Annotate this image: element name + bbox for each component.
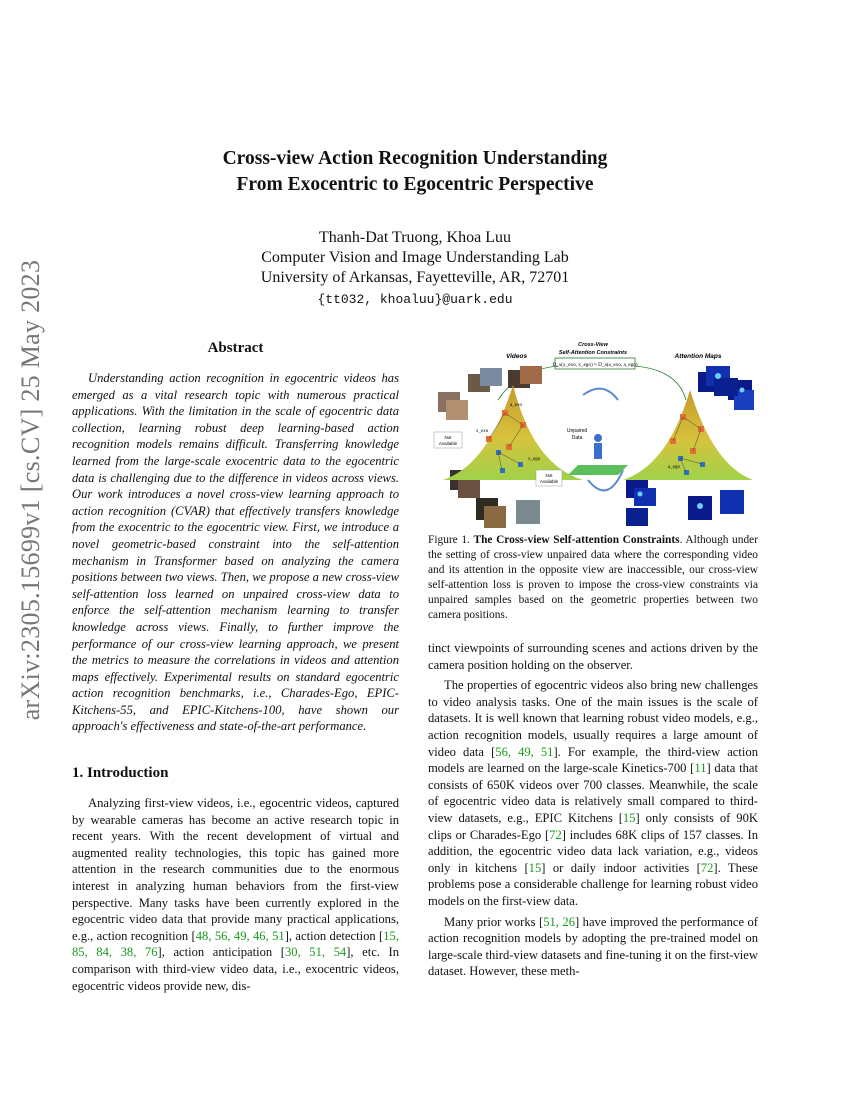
citation[interactable]: 56, 49, 51	[495, 744, 554, 759]
citation[interactable]: 51, 26	[543, 914, 575, 929]
citation[interactable]: 30, 51, 54	[285, 945, 347, 960]
col2-paragraph-1: tinct viewpoints of surrounding scenes and actions driven by the camera position holding on the observer.	[428, 641, 758, 672]
citation[interactable]: 72	[700, 860, 714, 875]
video-thumbnails-top	[438, 366, 542, 420]
citation[interactable]: 15	[528, 860, 542, 875]
figure-1-diagram	[428, 340, 758, 535]
formula: D_x(x_exo, x_ego) ≈ D_a(a_exo, a_ego)	[552, 362, 638, 368]
col2-paragraph-2: The properties of egocentric videos also bring new challenges to video analysis tasks. One of the main issues is the scale of datasets. It is well known that learning robust video models, e.g., action recognition models, usually requires a large amount of video data [56, 49, 51]. For example, the third-view action models are learned on the large-scale Kinetics-700 [11] data that consists of 650K videos over 700 classes. Meanwhile, the scale of egocentric video data is relatively small compared to third-view datasets, e.g., EPIC Kitchens [15] only consists of 90K clips or Charades-Ego [72] includes 68K clips of 157 classes. In addition, the egocentric video data lack variation, e.g., videos only in kitchens [15] or daily indoor activities [72]. These problems pose a considerable challenge for learning robust video models on the first-view data.	[428, 678, 758, 908]
attention-maps-top	[698, 366, 754, 410]
label-unpaired-2: Data	[571, 435, 583, 441]
introduction-body	[72, 795, 399, 998]
attention-maps-bottom	[626, 480, 744, 526]
arxiv-stamp-text: arXiv:2305.15699v1 [cs.CV] 25 May 2023	[16, 259, 45, 721]
figure-1	[428, 340, 758, 535]
arxiv-stamp	[8, 259, 54, 721]
right-column-body	[428, 640, 758, 984]
citation[interactable]: 15, 85, 84, 38, 76	[72, 928, 399, 960]
label-attention-maps: Attention Maps	[674, 353, 722, 360]
ground-plane	[568, 465, 628, 475]
author-email: {tt032, khoaluu}@uark.edu	[317, 292, 513, 307]
caption-text: . Although under the setting of cross-view unpaired data where the corresponding video and its attention in the opposite view are inaccessible, our cross-view self-attention loss is proven to impose the cross-view constraints via unpaired samples based on the geometric properties between two camera positions.	[428, 534, 758, 621]
node-x-exo: x_exo	[476, 429, 489, 434]
label-unpaired-1: Unpaired	[566, 428, 588, 434]
person-icon	[594, 434, 602, 459]
citation[interactable]: 72	[549, 827, 562, 842]
introduction-heading: 1. Introduction	[72, 765, 169, 781]
citation[interactable]: 48, 56, 49, 46, 51	[195, 928, 285, 943]
node-a-exo: a_exo	[510, 403, 522, 408]
author-block	[120, 228, 710, 310]
intro-paragraph: Analyzing first-view videos, i.e., egocentric videos, captured by wearable cameras has become an active research topic in recent years. With the recent development of virtual and augmented reality technologies, this topic has gained more attention in the research communities due to the enormous interest in analyzing human behaviors from the first-view perspective. Many tasks have been currently explored in the egocentric video data that provide many practical applications, e.g., action recognition [48, 56, 49, 46, 51], action detection [15, 85, 84, 38, 76], action anticipation [30, 51, 54], etc. In comparison with third-view video data, i.e., exocentric videos, egocentric videos provide new, dis-	[72, 796, 400, 993]
title-line-1: Cross-view Action Recognition Understanding	[222, 148, 608, 169]
label-videos: Videos	[506, 353, 528, 360]
col2-paragraph-3: Many prior works [51, 26] have improved the performance of action recognition models by adopting the pre-trained model on large-scale third-view datasets and fine-tuning it on the first-view dataset. However, these meth-	[428, 914, 758, 979]
affiliation-lab: Computer Vision and Image Understanding Lab	[261, 249, 569, 266]
feature-manifold-left	[443, 385, 583, 480]
label-constraints-2: Self-Attention Constraints	[558, 350, 628, 356]
caption-bold: The Cross-view Self-attention Constraints	[473, 534, 680, 546]
citation[interactable]: 15	[622, 810, 636, 825]
arrow-top	[583, 389, 618, 400]
paper-title	[120, 146, 710, 198]
abstract-body	[72, 370, 399, 739]
svg-text:Not: Not	[545, 473, 553, 478]
abstract-text: Understanding action recognition in egocentric videos has emerged as a vital research topic with numerous practical applications. With the limitation in the scale of egocentric data collection, learning robust deep learning-based action recognition models remains difficult. Transferring knowledge learned from the large-scale exocentric data to the egocentric data is challenging due to the difference in videos across views. Our work introduces a novel cross-view learning approach to action recognition (CVAR) that effectively transfers knowledge from the exocentric to the egocentric view. First, we introduce a novel geometric-based constraint into the self-attention mechanism in Transformer based on analyzing the camera positions between two views. Then, we propose a new cross-view self-attention loss learned on unpaired cross-view data to enforce the self-attention mechanism learning to transfer knowledge across views. Finally, to further improve the performance of our cross-view learning approach, we present the metrics to measure the correlations in videos and attention maps effectively. Experimental results on standard egocentric action recognition benchmarks, i.e., Charades-Ego, EPIC-Kitchens-55, and EPIC-Kitchens-100, have shown our approach's effectiveness and state-of-the-art performance.	[72, 371, 399, 734]
authors: Thanh-Dat Truong, Khoa Luu	[319, 229, 511, 246]
label-constraints-1: Cross-View	[578, 342, 608, 348]
node-x-ego: x_ego	[528, 457, 541, 462]
attention-manifold-right	[623, 390, 753, 480]
node-a-ego: a_ego	[668, 465, 680, 470]
figure-1-caption	[428, 533, 758, 623]
caption-label: Figure 1.	[428, 534, 470, 546]
svg-text:Available: Available	[438, 441, 458, 446]
svg-text:Available: Available	[539, 479, 559, 484]
affiliation-university: University of Arkansas, Fayetteville, AR, 72701	[260, 269, 570, 286]
svg-text:Not: Not	[444, 435, 452, 440]
title-line-2: From Exocentric to Egocentric Perspective	[236, 174, 594, 195]
abstract-heading: Abstract	[207, 340, 264, 356]
citation[interactable]: 11	[694, 761, 707, 776]
